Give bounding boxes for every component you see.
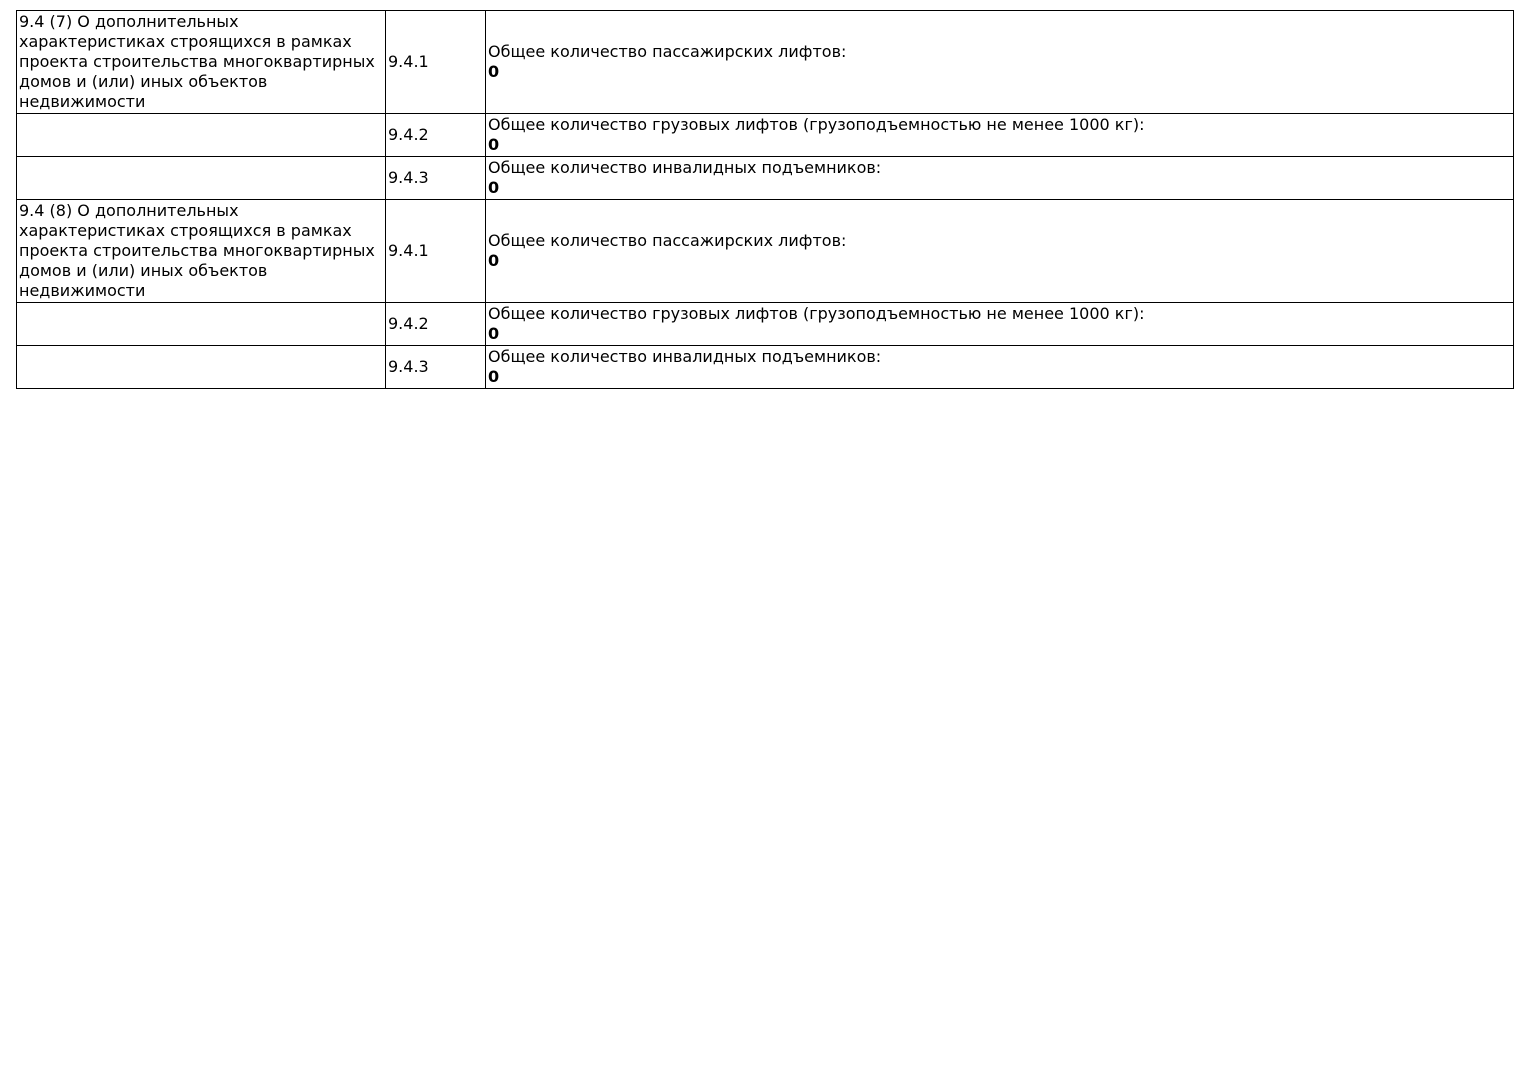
characteristics-table	[16, 10, 1514, 389]
table-row	[17, 200, 1514, 303]
item-value: 0	[488, 251, 500, 270]
item-value: 0	[488, 178, 500, 197]
item-code-cell: 9.4.1	[386, 200, 486, 303]
item-content-cell	[486, 303, 1514, 346]
item-value: 0	[488, 62, 500, 81]
empty-section-cell	[17, 114, 386, 157]
item-content-cell	[486, 11, 1514, 114]
item-code-cell: 9.4.3	[386, 157, 486, 200]
item-content-cell	[486, 157, 1514, 200]
item-label: Общее количество грузовых лифтов (грузоподъемностью не менее 1000 кг):	[488, 304, 1145, 323]
item-label: Общее количество грузовых лифтов (грузоподъемностью не менее 1000 кг):	[488, 115, 1145, 134]
item-value: 0	[488, 367, 500, 386]
table-row	[17, 346, 1514, 389]
empty-section-cell	[17, 346, 386, 389]
table-row	[17, 157, 1514, 200]
item-value: 0	[488, 135, 500, 154]
item-content-cell	[486, 200, 1514, 303]
table-row	[17, 303, 1514, 346]
item-content-cell	[486, 346, 1514, 389]
item-code-cell: 9.4.2	[386, 114, 486, 157]
item-label: Общее количество пассажирских лифтов:	[488, 42, 847, 61]
section-title-cell: 9.4 (7) О дополнительных характеристиках строящихся в рамках проекта строительства многоквартирных домов и (или) иных объектов недвижимости	[17, 11, 386, 114]
empty-section-cell	[17, 157, 386, 200]
item-content-cell	[486, 114, 1514, 157]
item-label: Общее количество инвалидных подъемников:	[488, 158, 882, 177]
table-row	[17, 11, 1514, 114]
section-title-cell: 9.4 (8) О дополнительных характеристиках строящихся в рамках проекта строительства многоквартирных домов и (или) иных объектов недвижимости	[17, 200, 386, 303]
item-value: 0	[488, 324, 500, 343]
item-code-cell: 9.4.3	[386, 346, 486, 389]
empty-section-cell	[17, 303, 386, 346]
item-label: Общее количество инвалидных подъемников:	[488, 347, 882, 366]
item-code-cell: 9.4.1	[386, 11, 486, 114]
item-label: Общее количество пассажирских лифтов:	[488, 231, 847, 250]
table-row	[17, 114, 1514, 157]
item-code-cell: 9.4.2	[386, 303, 486, 346]
